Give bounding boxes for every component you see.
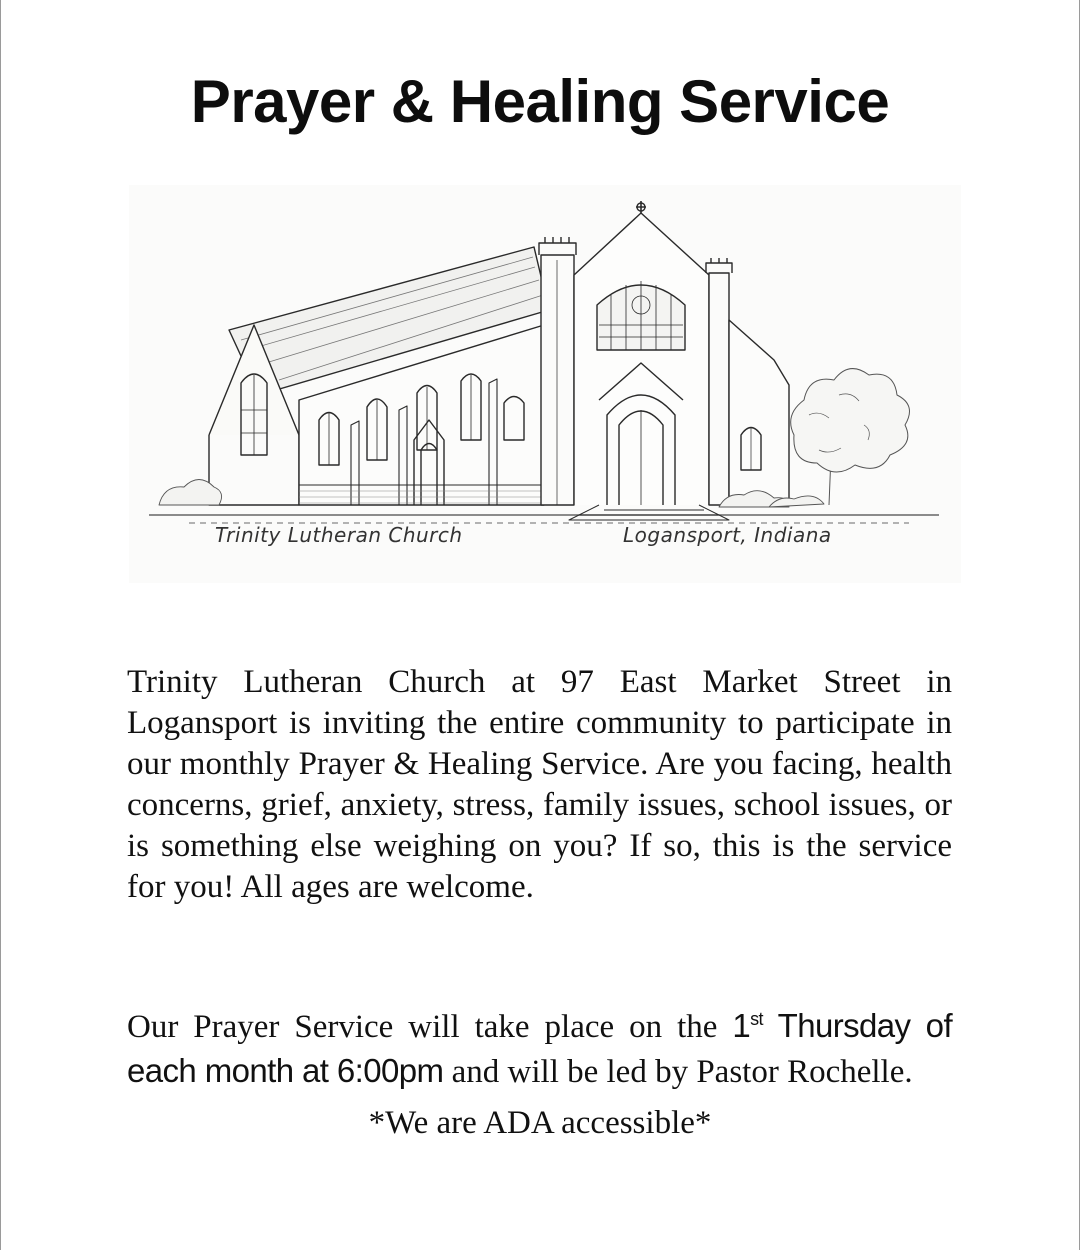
schedule-when: Thursday of each month at 6:00pm xyxy=(127,1007,953,1089)
illustration-caption-right: Logansport, Indiana xyxy=(623,523,832,547)
illustration-caption-left: Trinity Lutheran Church xyxy=(215,523,463,547)
schedule-lead: Our Prayer Service will take place on the xyxy=(127,1009,733,1045)
schedule-ordinal: st xyxy=(750,1009,763,1029)
church-illustration xyxy=(129,185,961,583)
ada-notice: *We are ADA accessible* xyxy=(368,1105,712,1141)
intro-paragraph: Trinity Lutheran Church at 97 East Market Street in Logansport is inviting the entire community to participate in our monthly Prayer & Healing Service. Are you facing, health concerns, grief, anxiety, stress, family issues, school issues, or is something else weighing on you? If so, this is the service for you! All ages are welcome. xyxy=(127,664,952,905)
schedule-day-number: 1 xyxy=(732,1007,751,1044)
schedule-paragraph xyxy=(127,1004,952,1094)
schedule-tail: and will be led by Pastor Rochelle. xyxy=(443,1054,913,1090)
page-title: Prayer & Healing Service xyxy=(190,68,890,135)
